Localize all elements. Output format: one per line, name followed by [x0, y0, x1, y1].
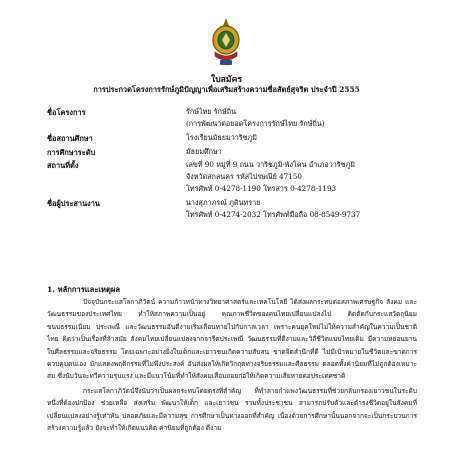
paragraph-1: ปัจจุบันกระแสโลกาภิวัตน์ ความก้าวหน้าทางวิทยาศาสตร์และเทคโนโลยี ได้ส่งผลกระทบต่อสภาพเศรษฐกิจ สังคม และวัฒนธรรมของประเทศไทย ทำให้สภาพความเป็นอยู่ คุณภาพชีวิตของคนไทยเปลี่ยนแปลงไป ติดตัดกับกระแสวัตถุนิยม ขนบธรรมเนียม ประเพณี และวัฒนธรรมอันดีงามเริ่มเลือนหายไปกับกาลเวลา เพราะคนยุคใหม่ไม่ให้ความสำคัญในความเป็นชาติไทย คิดว่าเป็นเรื่องที่ล้าสมัย สังคมไทยเปลี่ยนแปลงจากจารีตประเพณี วัฒนธรรมที่ดีงามและวิถีชีวิตแบบไทยเดิม มีความหย่อนยานในศีลธรรมและจริยธรรม โดยเฉพาะอย่างยิ่งในเด็กและเยาวชนเกิดความสับสน ขาดจิตสำนึกที่ดี ไม่มีเป้าหมายในชีวิตและขาดการควบคุมตนเอง มักแสดงพฤติกรรมที่ไม่พึงประสงค์ อันส่งผลให้เกิดวิกฤตทางจริยธรรมและศีลธรรม ตลอดทั้งค่านิยมที่ไม่ถูกต้องเหมาะสม ซึ่งนับวันจะทวีความรุนแรง และมีแนวโน้มที่ทำให้สังคมเสื่อมถอยก่อให้เกิดความเสียหายต่อประเทศชาติ — [47, 298, 417, 381]
education-level-label: การศึกษาระดับ — [47, 148, 96, 157]
project-name-row-2 — [47, 119, 437, 130]
project-name-label: ชื่อโครงการ — [47, 108, 86, 117]
form-subtitle: การประกวดโครงการรักษ์ภูมิปัญญาเพื่อเสริมสร้างความซื่อสัตย์สุจริต ประจำปี 2555 — [93, 85, 360, 94]
coordinator-row — [47, 198, 437, 209]
address-phone-fax: โทรศัพท์ 0-4278-1190 โทรสาร 0-4278-1193 — [186, 184, 337, 193]
school-name-row — [47, 133, 437, 144]
education-level-value: มัธยมศึกษา — [186, 147, 222, 156]
project-name-note: (การพัฒนาต่อยอดโครงการรักษ์ไทย รักษ์ถิ่น) — [186, 119, 325, 128]
project-name-row — [47, 107, 437, 118]
education-level-row — [47, 147, 437, 158]
school-name-value: โรงเรียนมัธยมวาริชภูมิ — [186, 133, 258, 142]
paragraph-2: กระแสโลกาภิวัตน์จึงนับว่าเป็นผลกระทบโดยตรงที่สำคัญ ที่ทำลายกำแพงวัฒนธรรมที่ช่วยกลั่นกรองเยาวชนในระดับหนึ่งที่ต้องปกป้อง ช่วยเหลือ ส่งเสริม พัฒนาให้เด็ก และเยาวชน รวมทั้งประชาชน สามารถปรับตัวและดำรงชีวิตอยู่ในสังคมที่เปลี่ยนแปลงอย่างรู้เท่าทัน ปลอดภัยและมีความสุข การศึกษาเป็นทางออกที่สำคัญ เนื่องด้วยการศึกษานั้นนอกจากจะเป็นกระบวนการสร้างความรู้แล้ว ยังจะทำให้เกิดแนวคิด ค่านิยมที่ถูกต้อง ดีงาม — [47, 387, 417, 433]
address-row-2 — [47, 172, 437, 183]
school-emblem-icon — [209, 16, 243, 68]
address-row-3 — [47, 184, 437, 195]
address-row — [47, 160, 437, 171]
project-name-value: รักษ์ไทย รักษ์ถิ่น — [186, 107, 237, 116]
school-name-label: ชื่อสถานศึกษา — [47, 134, 93, 143]
coordinator-label: ชื่อผู้ประสานงาน — [47, 199, 100, 208]
coordinator-name: นางสุภาภรณ์ ภูดินทราย — [186, 198, 261, 207]
address-line-2: จังหวัดสกลนคร รหัสไปรษณีย์ 47150 — [186, 172, 302, 181]
coordinator-row-2 — [47, 210, 437, 221]
form-title: ใบสมัคร — [211, 75, 242, 85]
address-label: สถานที่ตั้ง — [47, 161, 79, 170]
address-line-1: เลขที่ 90 หมู่ที่ 9 ถนน วาริชภูมิ-พังโคน อำเภอวาริชภูมิ — [186, 160, 356, 169]
section-heading: 1. หลักการและเหตุผล — [47, 285, 121, 294]
coordinator-phone: โทรศัพท์ 0-4274-2032 โทรศัพท์มือถือ 08-8549-9737 — [186, 210, 361, 219]
